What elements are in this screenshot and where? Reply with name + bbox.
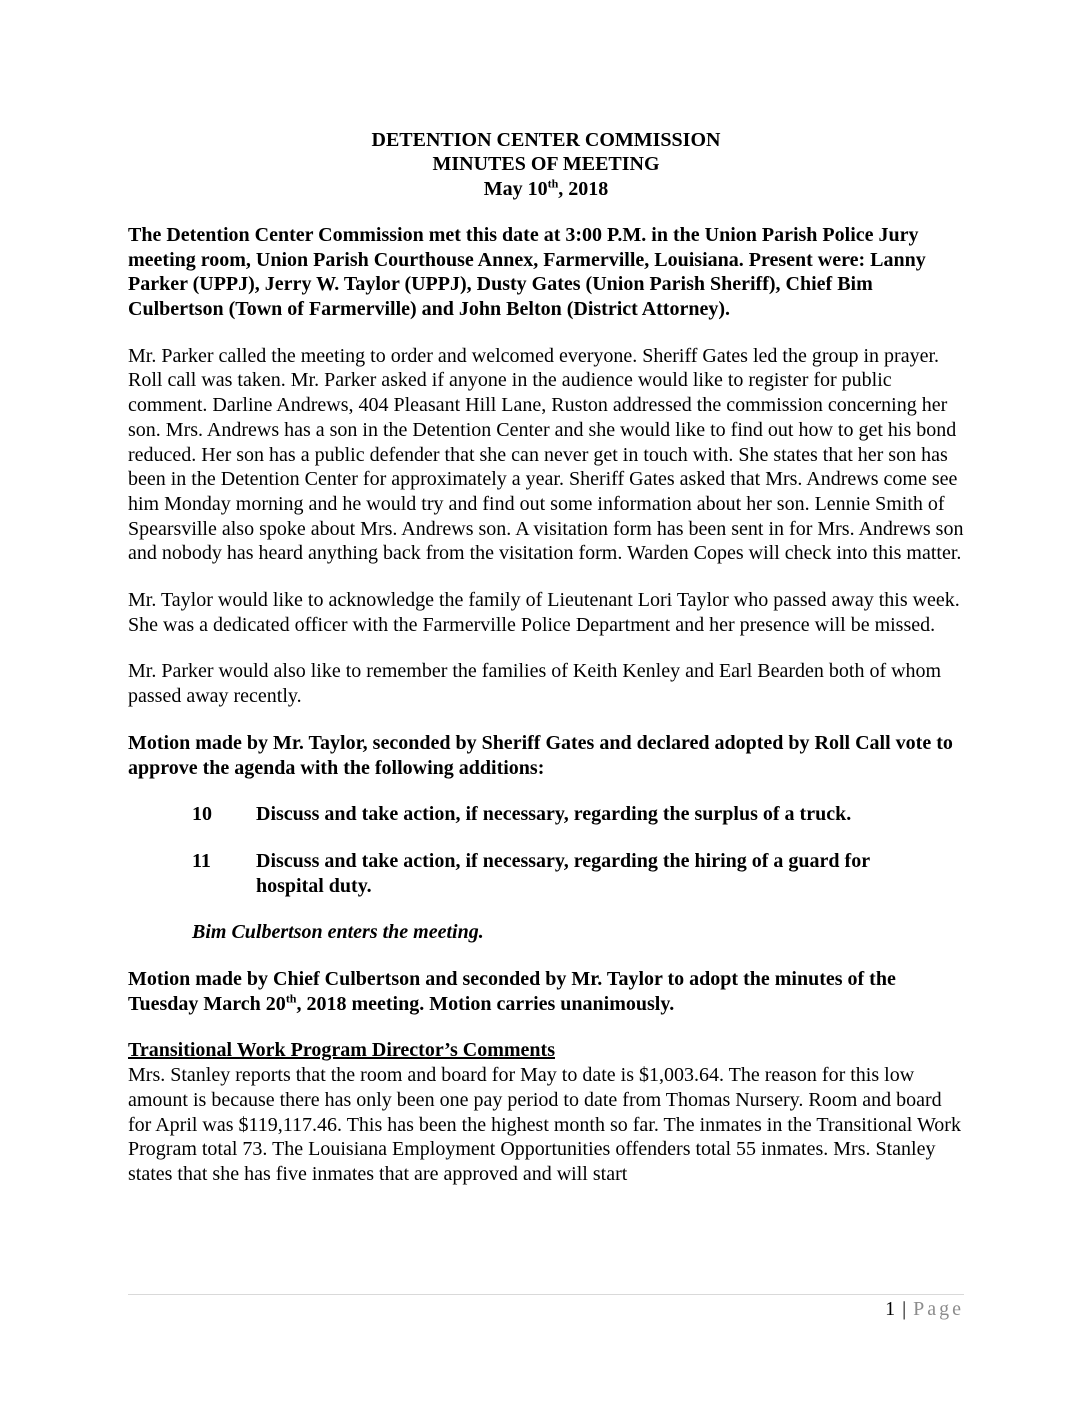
page-label: Page — [913, 1298, 964, 1320]
agenda-item-number: 10 — [192, 803, 212, 826]
commission-title: DETENTION CENTER COMMISSION — [371, 129, 721, 151]
section-heading: Transitional Work Program Director’s Comments — [128, 1039, 555, 1062]
meeting-date — [128, 177, 964, 201]
minutes-motion-superscript: th — [285, 991, 297, 1006]
agenda-item-text: Discuss and take action, if necessary, regarding the hiring of a guard for hospital duty. — [256, 849, 870, 897]
intro-paragraph: The Detention Center Commission met this date at 3:00 P.M. in the Union Parish Police Jury meeting room, Union Parish Courthouse Annex, Farmerville, Louisiana. Present were: Lanny Parker (UPPJ), Jerry W. Taylor (UPPJ), Dusty Gates (Union Parish Sheriff), Chief Bim Culbertson (Town of Farmerville) and John Belton (District Attorney). — [128, 223, 926, 320]
page-number: 1 — [885, 1298, 896, 1320]
footer-separator: | — [902, 1298, 907, 1320]
agenda-additions-list — [128, 802, 964, 898]
agenda-item-number: 11 — [192, 849, 211, 872]
agenda-item — [128, 849, 964, 898]
minutes-motion-paragraph — [128, 967, 964, 1016]
date-suffix: , 2018 — [558, 177, 609, 200]
date-superscript: th — [547, 175, 559, 190]
title-block — [128, 128, 964, 201]
remembrance-paragraph: Mr. Parker would also like to remember the families of Keith Kenley and Earl Bearden both of whom passed away recently. — [128, 660, 942, 708]
page-footer — [128, 1294, 964, 1321]
agenda-motion-paragraph: Motion made by Mr. Taylor, seconded by Sheriff Gates and declared adopted by Roll Call vote to approve the agenda with the following additions: — [128, 731, 953, 779]
acknowledgement-paragraph: Mr. Taylor would like to acknowledge the family of Lieutenant Lori Taylor who passed away this week. She was a dedicated officer with the Farmerville Police Department and her presence will be missed. — [128, 589, 960, 636]
minutes-motion-suffix: , 2018 meeting. Motion carries unanimously. — [296, 992, 675, 1015]
public-comment-paragraph: Mr. Parker called the meeting to order and welcomed everyone. Sheriff Gates led the group in prayer. Roll call was taken. Mr. Parker asked if anyone in the audience would like to register for public comment. Darline Andrews, 404 Pleasant Hill Lane, Ruston addressed the commission concerning her son. Mrs. Andrews has a son in the Detention Center and she would like to find out how to get his bond reduced. Her son has a public defender that she can never get in touch with. She states that her son has been in the Detention Center for approximately a year. Sheriff Gates asked that Mrs. Andrews come see him Monday morning and he would try and find out some information about her son. Lennie Smith of Spearsville also spoke about Mrs. Andrews son. A visitation form has been sent in for Mrs. Andrews son and nobody has heard anything back from the visitation form. Warden Copes will check into this matter. — [128, 344, 964, 565]
minutes-title: MINUTES OF MEETING — [432, 153, 660, 176]
date-prefix: May 10 — [483, 177, 548, 200]
document-page — [128, 128, 964, 1187]
entry-note: Bim Culbertson enters the meeting. — [192, 921, 484, 944]
minutes-motion-prefix: Motion made by Chief Culbertson and seconded by Mr. Taylor to adopt the minutes of the Tuesday March 20 — [128, 968, 896, 1015]
agenda-item-text: Discuss and take action, if necessary, regarding the surplus of a truck. — [256, 803, 852, 826]
section-paragraph: Mrs. Stanley reports that the room and board for May to date is $1,003.64. The reason for this low amount is because there has only been one pay period to date from Thomas Nursery. Room and board for April was $119,117.46. This has been the highest month so far. The inmates in the Transitional Work Program total 73. The Louisiana Employment Opportunities offenders total 55 inmates. Mrs. Stanley states that she has five inmates that are approved and will start — [128, 1064, 961, 1185]
agenda-item — [128, 802, 964, 827]
